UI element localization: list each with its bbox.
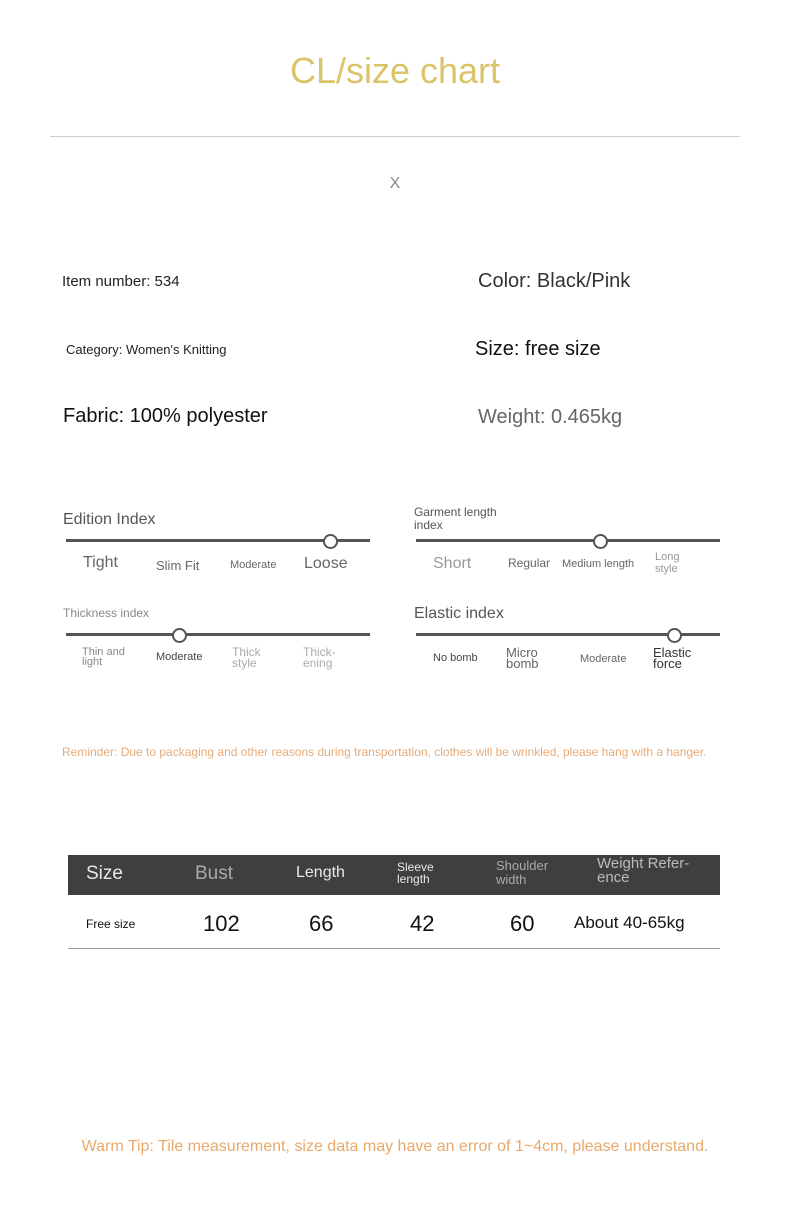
weight-info: Weight: 0.465kg [478,406,623,428]
edition-index-knob [323,534,338,549]
header-bust: Bust [195,863,234,884]
header-length: Length [296,864,345,881]
cell-sleeve: 42 [410,911,435,936]
header-sleeve-line1: Sleeve [397,860,434,874]
fabric-info: Fabric: 100% polyester [63,405,268,427]
page-title: CL/size chart [289,50,501,91]
thickness-index-track [66,633,370,636]
header-shoulder-line2: width [496,872,527,887]
category-info: Category: Women's Knitting [66,342,227,357]
elastic-index-knob [667,628,682,643]
header-weight-line1: Weight Refer- [597,855,690,872]
elastic-index-title: Elastic index [414,605,504,622]
header-weight-line2: ence [597,869,630,886]
garment-label-style: style [655,563,678,575]
garment-label-long: Long [655,551,680,563]
elastic-label-moderate: Moderate [580,653,627,665]
garment-label-medium-length: Medium length [562,558,635,570]
cell-length: 66 [309,911,334,936]
thickness-label-thick-line1: Thick [232,645,261,659]
title-divider [50,136,740,137]
garment-length-track [416,539,720,542]
garment-length-knob [593,534,608,549]
item-number: Item number: 534 [62,273,180,290]
thickness-label-moderate: Moderate [156,651,203,663]
elastic-label-elastic-line1: Elastic [653,645,692,660]
header-sleeve-line2: length [397,872,430,886]
thickness-label-thin-line1: Thin and [82,646,125,658]
x-mark: X [389,175,401,192]
thickness-label-thin-line2: light [82,656,103,668]
reminder-text: Reminder: Due to packaging and other reasons during transportation, clothes will be wrinkled, please hang with a hanger. [62,745,707,759]
edition-label-moderate: Moderate [230,559,277,571]
thickness-index-title: Thickness index [63,606,150,620]
elastic-label-no-bomb: No bomb [433,652,478,664]
edition-label-tight: Tight [83,554,118,571]
elastic-label-micro-line1: Micro [506,645,538,660]
color-info: Color: Black/Pink [478,270,631,292]
elastic-label-elastic-line2: force [653,656,682,671]
thickness-label-thickening-line1: Thick- [303,645,336,659]
size-info: Size: free size [475,338,601,360]
thickness-label-thickening-line2: ening [303,656,333,670]
cell-size: Free size [86,917,136,931]
elastic-label-micro-line2: bomb [506,656,539,671]
header-shoulder-line1: Shoulder [496,858,549,873]
table-row-divider [68,948,720,949]
cell-weight: About 40-65kg [574,913,685,932]
thickness-index-knob [172,628,187,643]
warm-tip: Warm Tip: Tile measurement, size data may have an error of 1~4cm, please understand. [81,1138,709,1155]
edition-label-loose: Loose [304,555,348,572]
cell-shoulder: 60 [510,911,535,936]
garment-label-regular: Regular [508,556,551,570]
garment-length-title-line1: Garment length [414,505,497,519]
header-size: Size [86,863,123,884]
thickness-label-thick-line2: style [232,656,257,670]
garment-length-title-line2: index [414,518,443,532]
garment-label-short: Short [433,555,472,572]
edition-index-title: Edition Index [63,511,156,528]
edition-label-slim-fit: Slim Fit [156,558,200,573]
cell-bust: 102 [203,911,240,936]
